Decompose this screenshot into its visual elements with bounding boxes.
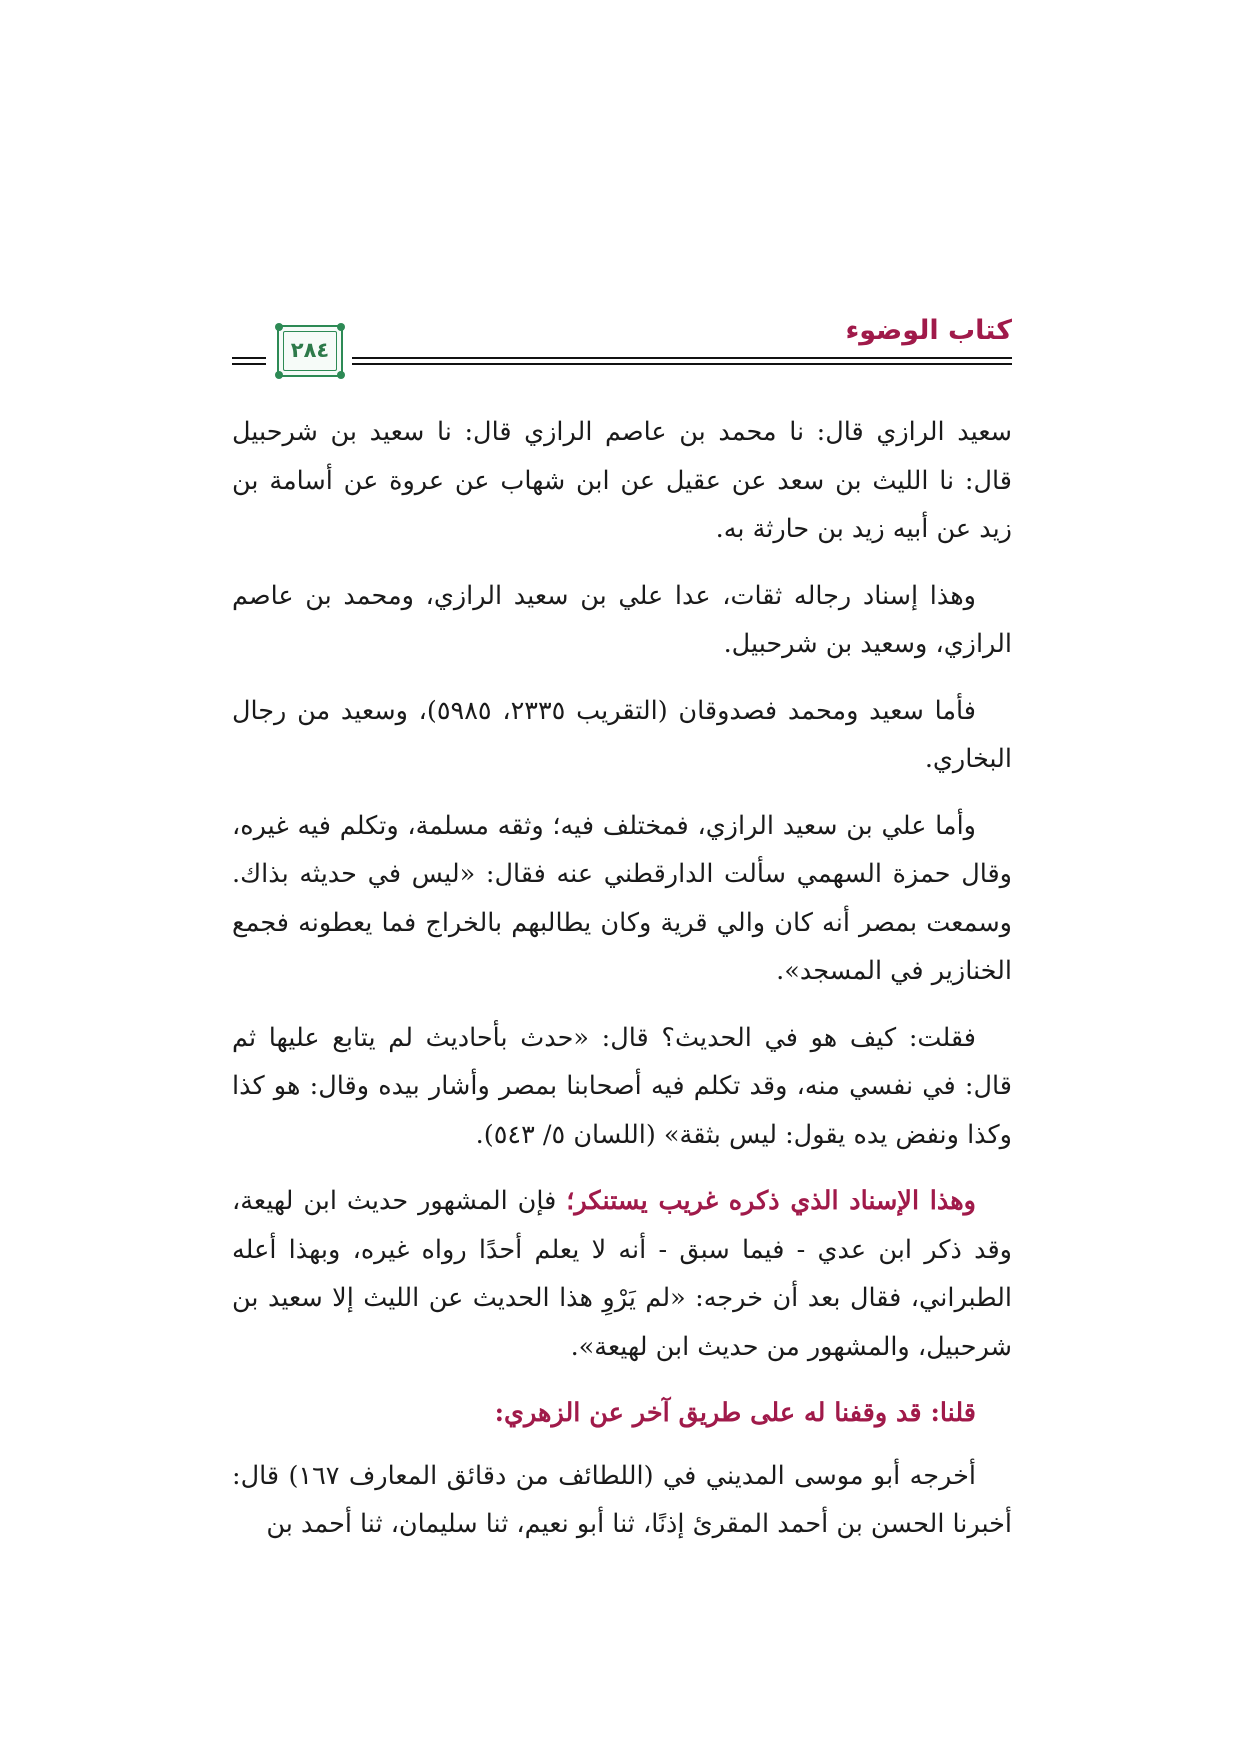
ornament-icon	[337, 371, 345, 379]
paragraph-text: فإن المشهور حديث ابن لهيعة، وقد ذكر ابن عدي - فيما سبق - أنه لا يعلم أحدًا رواه غيره، وبهذا أعله الطبراني، فقال بعد أن خرجه: «لم يَرْوِ هذا الحديث عن الليث إلا سعيد بن شرحبيل، والمشهور من حديث ابن لهيعة».	[232, 1186, 1012, 1362]
paragraph	[232, 802, 1012, 996]
highlighted-phrase: وهذا الإسناد الذي ذكره غريب يستنكر؛	[566, 1186, 976, 1216]
ornament-icon	[275, 323, 283, 331]
paragraph	[232, 687, 1012, 784]
paragraph	[232, 408, 1012, 554]
page-body	[232, 408, 1012, 1567]
page-header	[232, 315, 1012, 387]
paragraph-text: وأما علي بن سعيد الرازي، فمختلف فيه؛ وثقه مسلمة، وتكلم فيه غيره، وقال حمزة السهمي سألت الدارقطني عنه فقال: «ليس في حديثه بذاك. وسمعت بمصر أنه كان والي قرية وكان يطالبهم بالخراج فما يعطونه فجمع الخنازير في المسجد».	[232, 810, 1012, 986]
paragraph-text: فأما سعيد ومحمد فصدوقان (التقريب ٢٣٣٥، ٥٩٨٥)، وسعيد من رجال البخاري.	[232, 695, 1012, 774]
highlighted-phrase: قلنا: قد وقفنا له على طريق آخر عن الزهري:	[494, 1398, 976, 1428]
paragraph-text: فقلت: كيف هو في الحديث؟ قال: «حدث بأحاديث لم يتابع عليها ثم قال: في نفسي منه، وقد تكلم فيه أصحابنا بمصر وأشار بيده وقال: هو كذا وكذا ونفض يده يقول: ليس بثقة» (اللسان ٥/ ٥٤٣).	[232, 1022, 1012, 1150]
header-rule-top	[352, 357, 1012, 359]
header-rule-left-top	[232, 357, 266, 359]
paragraph	[232, 1014, 1012, 1160]
paragraph-text: أخرجه أبو موسى المديني في (اللطائف من دقائق المعارف ١٦٧) قال: أخبرنا الحسن بن أحمد المقرئ إذنًا، ثنا أبو نعيم، ثنا سليمان، ثنا أحمد بن	[232, 1460, 1012, 1539]
paragraph	[232, 1452, 1012, 1549]
paragraph-text: سعيد الرازي قال: نا محمد بن عاصم الرازي قال: نا سعيد بن شرحبيل قال: نا الليث بن سعد عن عقيل عن ابن شهاب عن عروة عن أسامة بن زيد عن أبيه زيد بن حارثة به.	[232, 417, 1012, 544]
ornament-icon	[275, 371, 283, 379]
section-heading	[232, 1389, 1012, 1438]
header-rule-left-bottom	[232, 363, 266, 365]
header-rule-bottom	[352, 363, 1012, 365]
paragraph	[232, 1177, 1012, 1371]
book-title: كتاب الوضوء	[845, 315, 1012, 346]
paragraph	[232, 572, 1012, 669]
page-number: ٢٨٤	[290, 338, 330, 362]
ornament-icon	[337, 323, 345, 331]
page-number-badge	[277, 325, 343, 377]
paragraph-text: وهذا إسناد رجاله ثقات، عدا علي بن سعيد الرازي، ومحمد بن عاصم الرازي، وسعيد بن شرحبيل.	[232, 580, 1012, 659]
